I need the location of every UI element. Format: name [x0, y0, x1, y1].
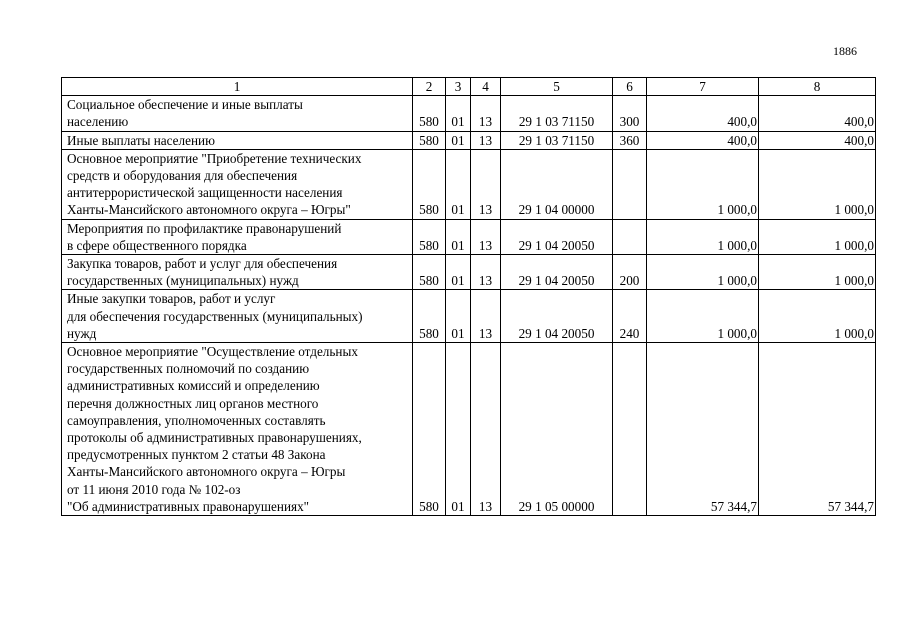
row-cell-col3: 01	[446, 290, 471, 343]
header-cell: 4	[471, 78, 501, 96]
page-number: 1886	[833, 44, 857, 58]
table-row	[62, 149, 876, 219]
header-cell: 1	[62, 78, 413, 96]
row-cell-col8: 57 344,7	[759, 343, 876, 516]
row-name-cell: Иные закупки товаров, работ и услуг для обеспечения государственных (муниципальных) нужд	[62, 290, 413, 343]
table-row	[62, 96, 876, 131]
row-cell-col6	[613, 149, 647, 219]
row-cell-col6	[613, 219, 647, 254]
table-header-row	[62, 78, 876, 96]
row-cell-col7: 1 000,0	[647, 149, 759, 219]
row-cell-col8: 1 000,0	[759, 219, 876, 254]
header-cell: 7	[647, 78, 759, 96]
row-cell-col5: 29 1 03 71150	[501, 96, 613, 131]
row-cell-col2: 580	[413, 149, 446, 219]
row-cell-col8: 400,0	[759, 131, 876, 149]
row-name-cell: Иные выплаты населению	[62, 131, 413, 149]
row-cell-col3: 01	[446, 96, 471, 131]
row-cell-col7: 1 000,0	[647, 219, 759, 254]
row-cell-col3: 01	[446, 149, 471, 219]
header-cell: 3	[446, 78, 471, 96]
row-cell-col8: 1 000,0	[759, 149, 876, 219]
row-name-cell: Мероприятия по профилактике правонарушений в сфере общественного порядка	[62, 219, 413, 254]
row-cell-col8: 1 000,0	[759, 290, 876, 343]
header-cell: 6	[613, 78, 647, 96]
row-cell-col3: 01	[446, 219, 471, 254]
row-cell-col5: 29 1 04 20050	[501, 219, 613, 254]
row-cell-col2: 580	[413, 255, 446, 290]
row-cell-col5: 29 1 04 00000	[501, 149, 613, 219]
row-cell-col4: 13	[471, 149, 501, 219]
row-cell-col6: 300	[613, 96, 647, 131]
table-row	[62, 255, 876, 290]
row-cell-col4: 13	[471, 131, 501, 149]
row-cell-col7: 400,0	[647, 96, 759, 131]
row-cell-col7: 400,0	[647, 131, 759, 149]
row-cell-col6: 360	[613, 131, 647, 149]
row-cell-col6: 200	[613, 255, 647, 290]
header-cell: 8	[759, 78, 876, 96]
row-name-cell: Социальное обеспечение и иные выплаты населению	[62, 96, 413, 131]
budget-table	[61, 77, 876, 516]
row-cell-col6: 240	[613, 290, 647, 343]
row-cell-col2: 580	[413, 131, 446, 149]
row-cell-col5: 29 1 05 00000	[501, 343, 613, 516]
table-row	[62, 343, 876, 516]
row-cell-col5: 29 1 04 20050	[501, 290, 613, 343]
row-cell-col7: 1 000,0	[647, 290, 759, 343]
row-cell-col3: 01	[446, 255, 471, 290]
row-name-cell: Основное мероприятие "Приобретение технических средств и оборудования для обеспечения антитеррористической защищенности населения Ханты-Мансийского автономного округа – Югры"	[62, 149, 413, 219]
header-cell: 5	[501, 78, 613, 96]
row-name-cell: Закупка товаров, работ и услуг для обеспечения государственных (муниципальных) нужд	[62, 255, 413, 290]
row-cell-col3: 01	[446, 343, 471, 516]
table-row	[62, 219, 876, 254]
row-cell-col4: 13	[471, 219, 501, 254]
row-cell-col7: 57 344,7	[647, 343, 759, 516]
row-cell-col2: 580	[413, 290, 446, 343]
row-name-cell: Основное мероприятие "Осуществление отдельных государственных полномочий по созданию административных комиссий и определению перечня должностных лиц органов местного самоуправления, уполномоченных составлять протоколы об административных правонарушениях, предусмотренных пунктом 2 статьи 48 Закона Ханты-Мансийского автономного округа – Югры от 11 июня 2010 года № 102-оз "Об административных правонарушениях"	[62, 343, 413, 516]
header-cell: 2	[413, 78, 446, 96]
row-cell-col4: 13	[471, 255, 501, 290]
row-cell-col7: 1 000,0	[647, 255, 759, 290]
row-cell-col4: 13	[471, 96, 501, 131]
row-cell-col5: 29 1 04 20050	[501, 255, 613, 290]
row-cell-col4: 13	[471, 343, 501, 516]
row-cell-col2: 580	[413, 96, 446, 131]
row-cell-col8: 400,0	[759, 96, 876, 131]
row-cell-col2: 580	[413, 343, 446, 516]
row-cell-col2: 580	[413, 219, 446, 254]
row-cell-col8: 1 000,0	[759, 255, 876, 290]
row-cell-col6	[613, 343, 647, 516]
table-row	[62, 131, 876, 149]
table-row	[62, 290, 876, 343]
row-cell-col5: 29 1 03 71150	[501, 131, 613, 149]
row-cell-col3: 01	[446, 131, 471, 149]
row-cell-col4: 13	[471, 290, 501, 343]
